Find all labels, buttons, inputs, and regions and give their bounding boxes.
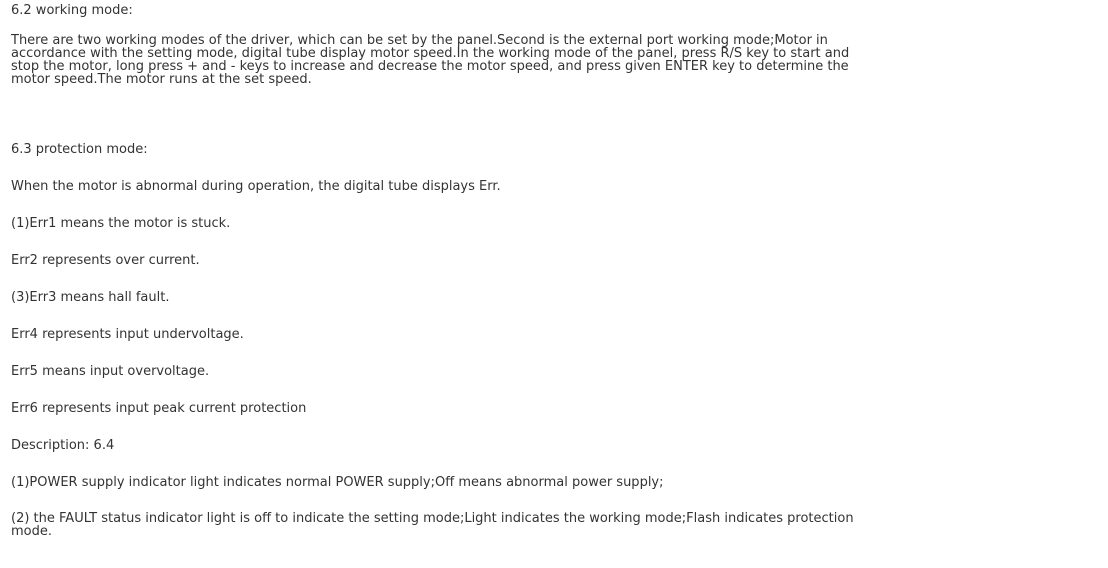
description-item-power: (1)POWER supply indicator light indicates normal POWER supply;Off means abnormal power supply;	[11, 475, 664, 490]
section-heading-6-3: 6.3 protection mode:	[11, 142, 148, 157]
paragraph-line: (2) the FAULT status indicator light is off to indicate the setting mode;Light indicates the working mode;Flash indicates protection	[11, 511, 854, 526]
error-item-err1: (1)Err1 means the motor is stuck.	[11, 216, 231, 231]
error-item-err4: Err4 represents input undervoltage.	[11, 327, 244, 342]
paragraph-line: motor speed.The motor runs at the set speed.	[11, 72, 312, 87]
paragraph-line: mode.	[11, 524, 52, 539]
section-heading-6-2: 6.2 working mode:	[11, 3, 133, 18]
error-item-err5: Err5 means input overvoltage.	[11, 364, 210, 379]
error-item-err3: (3)Err3 means hall fault.	[11, 290, 170, 305]
paragraph-line: There are two working modes of the driver, which can be set by the panel.Second is the external port working mode;Motor in	[11, 33, 828, 48]
paragraph-protection: When the motor is abnormal during operation, the digital tube displays Err.	[11, 179, 501, 194]
paragraph-line: accordance with the setting mode, digital tube display motor speed.In the working mode of the panel, press R/S key to start and	[11, 46, 850, 61]
paragraph-line: stop the motor, long press + and - keys to increase and decrease the motor speed, and press given ENTER key to determine the	[11, 59, 849, 74]
section-heading-6-4: Description: 6.4	[11, 438, 115, 453]
description-item-fault	[11, 512, 854, 538]
error-item-err2: Err2 represents over current.	[11, 253, 200, 268]
error-item-err6: Err6 represents input peak current protection	[11, 401, 307, 416]
paragraph-working-modes	[11, 34, 849, 86]
